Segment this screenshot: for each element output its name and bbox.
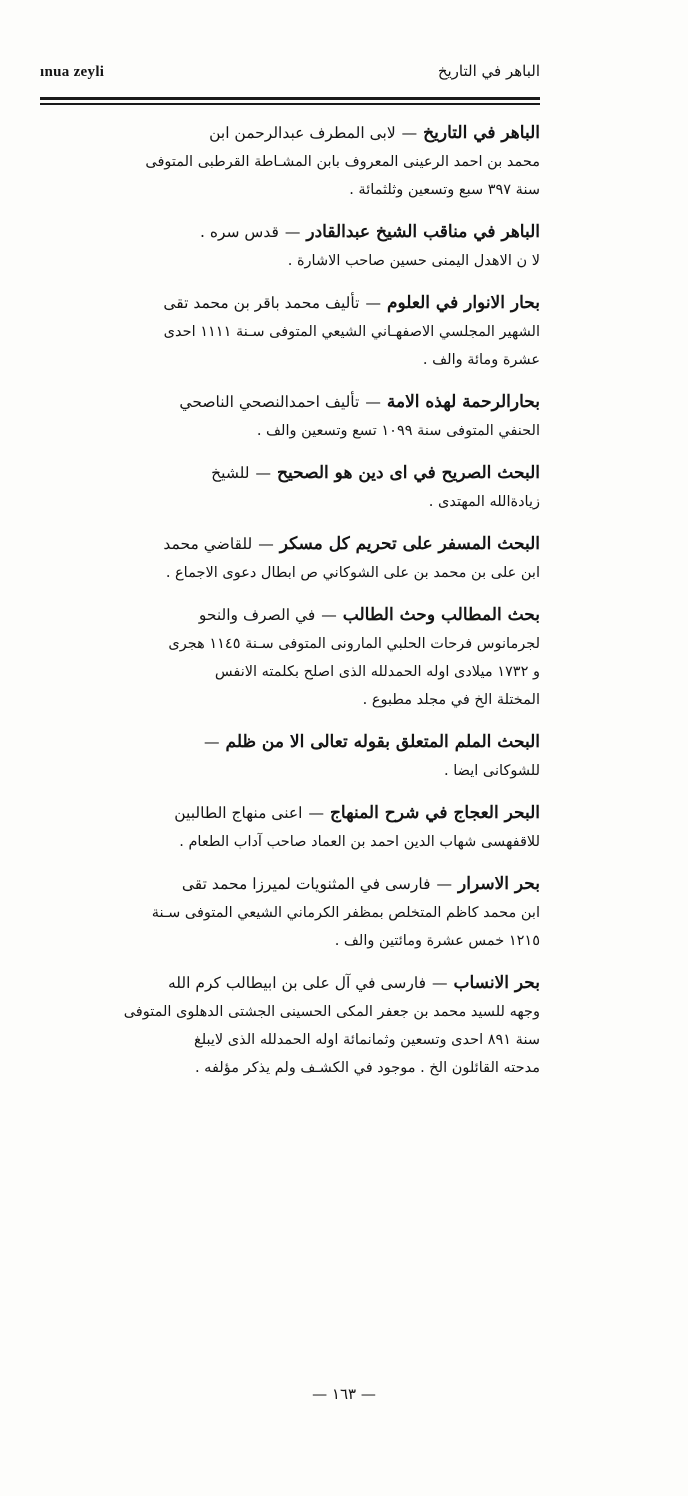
entry-head-line: [64, 600, 540, 630]
bibliography-entry: [64, 458, 540, 516]
entry-head-text: للقاضي محمد: [163, 535, 253, 553]
entry-title: بحر الانساب: [453, 973, 540, 993]
entry-title: بحث المطالب وحث الطالب: [342, 605, 540, 625]
entry-head-line: [64, 288, 540, 318]
bibliography-entry: [64, 968, 540, 1082]
entry-line: للاقفهسى شهاب الدين احمد بن العماد صاحب آداب الطعام .: [179, 834, 540, 850]
entry-dash: —: [258, 535, 274, 553]
entry-line: الشهير المجلسي الاصفهـاني الشيعي المتوفى سـنة ١١١١ احدى: [163, 324, 540, 340]
entry-head-text: في الصرف والنحو: [198, 606, 316, 624]
bibliography-entry: [64, 217, 540, 275]
entry-line: ١٢١٥ خمس عشرة ومائتين والف .: [334, 933, 540, 949]
entry-line: سنة ٨٩١ احدى وتسعين وثمانمائة اوله الحمدلله الذى لايبلغ: [194, 1032, 540, 1048]
entry-line: محمد بن احمد الرعينى المعروف بابن المشـاطة القرطبى المتوفى: [145, 154, 540, 170]
entry-head-line: [64, 727, 540, 757]
bibliography-entry: [64, 600, 540, 714]
entry-dash: —: [255, 464, 272, 482]
entry-dash: —: [321, 606, 337, 624]
bibliography-entry: [64, 727, 540, 785]
bibliography-entry: [64, 869, 540, 955]
entry-line: المختلة الخ في مجلد مطبوع .: [362, 692, 540, 708]
bibliography-entry: [64, 118, 540, 204]
bibliography-entry: [64, 798, 540, 856]
entry-head-text: فارسى في المثنويات لميرزا محمد تقى: [181, 875, 431, 893]
entry-head-line: [64, 968, 540, 998]
entry-head-text: لابى المطرف عبدالرحمن ابن: [209, 124, 396, 142]
entry-dash: —: [431, 974, 448, 992]
entry-head-text: فارسى في آل على بن ابيطالب كرم الله: [167, 974, 426, 992]
entry-dash: —: [365, 294, 381, 312]
entry-line: عشرة ومائة والف .: [422, 352, 540, 368]
entry-dash: —: [284, 223, 301, 241]
entry-head-line: [64, 458, 540, 488]
bibliography-entry: [64, 529, 540, 587]
entry-head-text: للشيخ: [211, 464, 250, 482]
entry-line: الحنفي المتوفى سنة ١٠٩٩ تسع وتسعين والف .: [256, 423, 540, 439]
header-rule-thick: [40, 97, 540, 100]
entry-head-line: [64, 798, 540, 828]
entry-line: وجهه للسيد محمد بن جعفر المكى الحسينى الجشتى الدهلوى المتوفى: [123, 1004, 540, 1020]
entry-line: ابن على بن محمد بن على الشوكاني ص ابطال دعوى الاجماع .: [165, 565, 540, 581]
entry-head-line: [64, 118, 540, 148]
entry-line: سنة ٣٩٧ سبع وتسعين وثلثمائة .: [349, 182, 540, 198]
bibliography-entries: [64, 118, 540, 1095]
entry-title: الباهر في التاريخ: [423, 123, 540, 143]
entry-dash: —: [204, 733, 220, 751]
entry-dash: —: [401, 124, 418, 142]
entry-dash: —: [365, 393, 381, 411]
entry-line: لا ن الاهدل اليمنى حسين صاحب الاشارة .: [287, 253, 540, 269]
entry-head-line: [64, 869, 540, 899]
entry-title: البحر العجاج في شرح المنهاج: [329, 803, 540, 823]
entry-line: للشوكانى ايضا .: [444, 763, 540, 779]
running-header: [40, 62, 540, 92]
entry-head-text: تأليف محمد باقر بن محمد تقى: [163, 294, 360, 312]
entry-line: ابن محمد كاظم المتخلص بمظفر الكرماني الشيعي المتوفى سـنة: [151, 905, 540, 921]
header-left-text: ınua zeyli: [40, 64, 105, 80]
entry-title: بحارالرحمة لهذه الامة: [386, 392, 540, 412]
entry-line: زيادةالله المهتدى .: [428, 494, 540, 510]
entry-line: مدحته القائلون الخ . موجود في الكشـف ولم يذكر مؤلفه .: [194, 1060, 540, 1076]
entry-title: البحث الملم المتعلق بقوله تعالى الا من ظلم: [225, 732, 540, 752]
page-number: — ١٦٣ —: [312, 1385, 376, 1403]
entry-title: البحث المسفر على تحريم كل مسكر: [279, 534, 540, 554]
entry-head-text: تأليف احمدالنصحي الناصحي: [179, 393, 360, 411]
entry-head-line: [64, 529, 540, 559]
entry-title: الباهر في مناقب الشيخ عبدالقادر: [306, 222, 540, 242]
entry-title: بحر الاسرار: [458, 874, 540, 894]
header-rule-thin: [40, 103, 540, 105]
bibliography-entry: [64, 288, 540, 374]
entry-title: بحار الانوار في العلوم: [386, 293, 540, 313]
entry-head-text: اعنى منهاج الطالبين: [174, 804, 303, 822]
entry-dash: —: [308, 804, 324, 822]
entry-line: و ١٧٣٢ ميلادى اوله الحمدلله الذى اصلح بكلمته الانفس: [214, 664, 540, 680]
entry-title: البحث الصريح في اى دين هو الصحيح: [277, 463, 540, 483]
entry-head-text: قدس سره .: [199, 223, 279, 241]
entry-head-line: [64, 387, 540, 417]
header-right-text: الباهر في التاريخ: [437, 62, 540, 80]
entry-dash: —: [436, 875, 453, 893]
bibliography-entry: [64, 387, 540, 445]
entry-head-line: [64, 217, 540, 247]
entry-line: لجرمانوس فرحات الحلبي المارونى المتوفى سـنة ١١٤٥ هجرى: [168, 636, 540, 652]
